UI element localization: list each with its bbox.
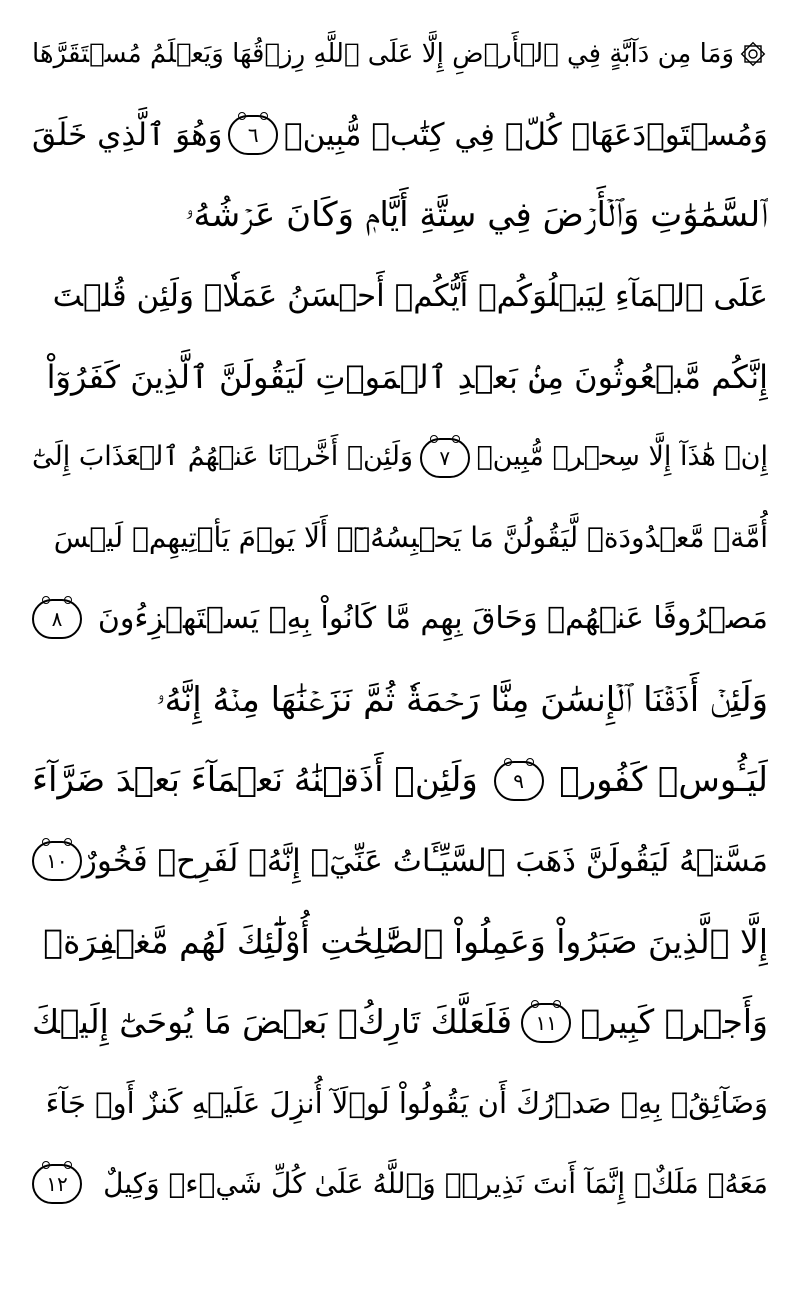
verse-text: مَسَّتۡهُ لَيَقُولَنَّ ذَهَبَ ٱلسَّيِّـَٔاتُ عَنِّيٓۚ إِنَّهُۥ لَفَرِحٞ فَخُورٌ (81, 842, 768, 879)
ayah-number-marker: ٧ (420, 438, 470, 478)
text-line-15 (32, 1144, 768, 1225)
text-line-8 (32, 579, 768, 660)
text-line-2 (32, 95, 768, 176)
verse-text: ٱلسَّمَٰوَٰتِ وَٱلۡأَرۡضَ فِي سِتَّةِ أَيَّامٖ وَكَانَ عَرۡشُهُۥ (184, 195, 768, 236)
text-line-1 (32, 14, 768, 95)
verse-text: وَمَا مِن دَآبَّةٍ فِي ٱلۡأَرۡضِ إِلَّا عَلَى ٱللَّهِ رِزۡقُهَا وَيَعۡلَمُ مُسۡتَقَرَّهَا (32, 39, 734, 69)
text-line-10 (32, 740, 768, 821)
verse-text: عَلَى ٱلۡمَآءِ لِيَبۡلُوَكُمۡ أَيُّكُمۡ أَحۡسَنُ عَمَلٗاۗ وَلَئِن قُلۡتَ (52, 278, 768, 315)
verse-text: مَصۡرُوفًا عَنۡهُمۡ وَحَاقَ بِهِم مَّا كَانُواْ بِهِۦ يَسۡتَهۡزِءُونَ (97, 600, 768, 636)
text-line-12 (32, 902, 768, 983)
ayah-number-marker: ١١ (521, 1003, 571, 1043)
ayah-number-marker: ١٢ (32, 1164, 82, 1204)
text-line-14 (32, 1063, 768, 1144)
text-line-13 (32, 982, 768, 1063)
verse-text: أُمَّةٖ مَّعۡدُودَةٖ لَّيَقُولُنَّ مَا يَحۡبِسُهُۥٓۗ أَلَا يَوۡمَ يَأۡتِيهِمۡ لَيۡسَ (53, 521, 768, 555)
text-line-11 (32, 821, 768, 902)
verse-text: وَأَجۡرٞ كَبِيرٞ (580, 1002, 768, 1042)
verse-text: وَلَئِنۡ أَذَقۡنَا ٱلۡإِنسَٰنَ مِنَّا رَحۡمَةٗ ثُمَّ نَزَعۡنَٰهَا مِنۡهُ إِنَّهُۥ (156, 679, 768, 720)
rub-el-hizb-icon (738, 39, 768, 69)
verse-text-continuation: فَلَعَلَّكَ تَارِكُۢ بَعۡضَ مَا يُوحَىٰٓ إِلَيۡكَ (32, 1002, 512, 1042)
text-line-6 (32, 417, 768, 498)
verse-text-continuation: وَلَئِنۡ أَخَّرۡنَا عَنۡهُمُ ٱلۡعَذَابَ إِلَىٰٓ (32, 441, 414, 473)
verse-text: إِنۡ هَٰذَآ إِلَّا سِحۡرٞ مُّبِينٞ (476, 441, 768, 473)
verse-text: إِلَّا ٱلَّذِينَ صَبَرُواْ وَعَمِلُواْ ٱلصَّٰلِحَٰتِ أُوْلَٰٓئِكَ لَهُم مَّغۡفِرَةٞ (43, 921, 768, 961)
verse-lines (32, 14, 768, 1224)
text-line-7 (32, 498, 768, 579)
ayah-number-marker: ١٠ (32, 841, 82, 881)
verse-text-continuation: وَلَئِنۡ أَذَقۡنَٰهُ نَعۡمَآءَ بَعۡدَ ضَرَّآءَ (32, 760, 478, 801)
verse-text: وَضَآئِقُۢ بِهِۦ صَدۡرُكَ أَن يَقُولُواْ لَوۡلَآ أُنزِلَ عَلَيۡهِ كَنزٌ أَوۡ جَآءَ (45, 1085, 768, 1120)
ayah-number-marker: ٨ (32, 599, 82, 639)
text-line-4 (32, 256, 768, 337)
ayah-number-marker: ٩ (494, 761, 544, 801)
verse-text-continuation: وَهُوَ ٱلَّذِي خَلَقَ (32, 116, 223, 153)
verse-text: مَعَهُۥ مَلَكٌۚ إِنَّمَآ أَنتَ نَذِيرٞۚ وَٱللَّهُ عَلَىٰ كُلِّ شَيۡءٖ وَكِيلٌ (103, 1166, 768, 1200)
verse-text: لَيَـُٔوسٞ كَفُورٞ (559, 760, 768, 801)
text-line-5 (32, 337, 768, 418)
text-line-3 (32, 175, 768, 256)
verse-text: وَمُسۡتَوۡدَعَهَاۚ كُلّٞ فِي كِتَٰبٖ مُّبِينٖ (283, 116, 768, 153)
ayah-number-marker: ٦ (228, 115, 278, 155)
text-line-9 (32, 660, 768, 741)
verse-text: إِنَّكُم مَّبۡعُوثُونَ مِنۢ بَعۡدِ ٱلۡمَوۡتِ لَيَقُولَنَّ ٱلَّذِينَ كَفَرُوٓاْ (46, 357, 768, 396)
